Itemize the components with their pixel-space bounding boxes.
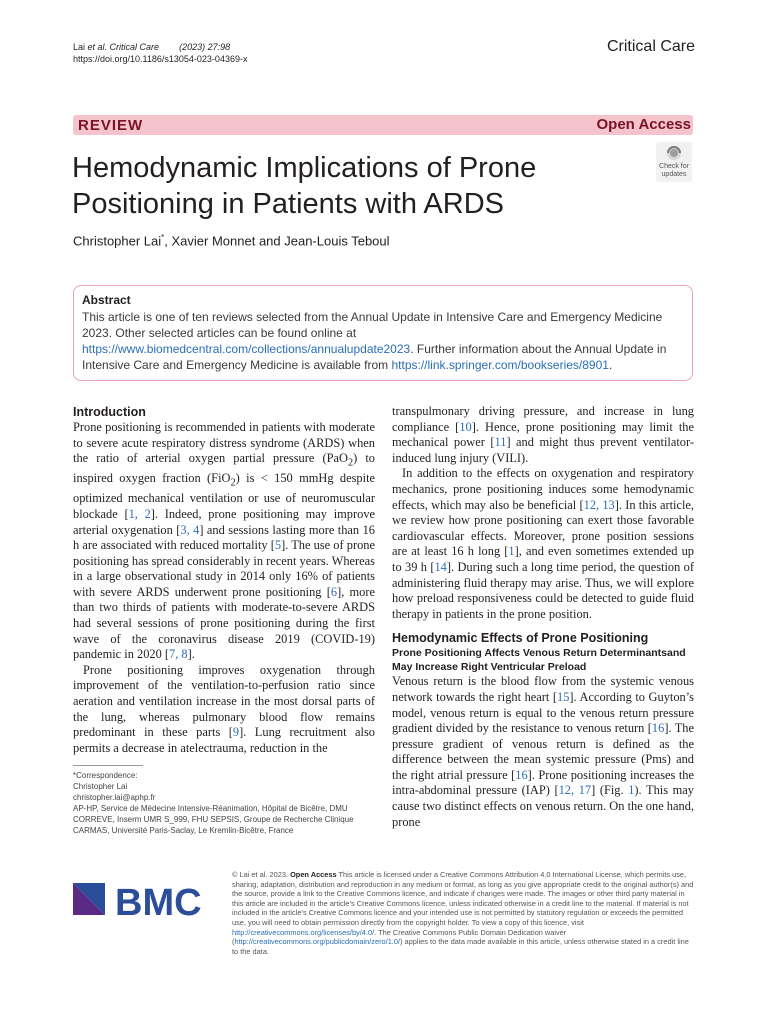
right-paragraph-2: In addition to the effects on oxygenation and respiratory mechanics, prone positioning induces some hemodynamic effects, which may also be beneficial [12, 13]. In this article, we review how prone positioning can exert those favorable cardiovascular effects. Moreover, prone position sessions are at least 16 h long [1], and even sometimes extended up to 39 h [14]. During such a long time period, the question of administering fluid therapy may arise. Thus, we will explore how preload responsiveness could be detected to guide fluid therapy in patients in the prone position. <box>392 466 695 621</box>
license-year: © Lai et al. 2023. <box>232 870 288 879</box>
book-series-link[interactable]: https://link.springer.com/bookseries/8901 <box>391 358 609 372</box>
intro-paragraph-1: Prone positioning is recommended in patients with moderate to severe acute respiratory distress syndrome (ARDS) when the ratio of arterial oxygen partial pressure (PaO$_2$) to inspired oxygen fraction (FiO$_2$) is < 150 mmHg despite optimized mechanical ventilation or use of neuromuscular blockade [1, 2]. Indeed, prone positioning may improve arterial oxygenation [3, 4] and sessions lasting more than 16 h are associated with reduced mortality [5]. The use of prone positioning has spread considerably in recent years. Whereas in a large observational study in 2014 only 16% of patients with severe ARDS underwent prone positioning [6], more than two thirds of patients with moderate-to-severe ARDS had several sessions of prone positioning during the first wave of the coronavirus disease 2019 (COVID-19) pandemic in 2020 [7, 8]. <box>73 420 376 662</box>
abstract-text-2: . Further information about the Annual Update in Intensive Care and Emergency Medicine is available from <box>82 342 667 372</box>
reference-link[interactable]: 7, 8 <box>169 647 188 662</box>
reference-link[interactable]: 6 <box>330 584 338 599</box>
figure-link[interactable]: 1 <box>628 783 635 798</box>
license-text <box>232 870 696 956</box>
citation-year: (2023) 27:98 <box>179 42 231 52</box>
abstract-text-1: This article is one of ten reviews selected from the Annual Update in Intensive Care and Emergency Medicine 2023. Other selected articles can be found online at <box>82 310 663 340</box>
left-column <box>73 404 375 756</box>
reference-link[interactable]: 16 <box>651 721 665 736</box>
article-title: Hemodynamic Implications of Prone Positioning in Patients with ARDS <box>72 152 537 220</box>
correspondence-email[interactable]: christopher.lai@aphp.fr <box>73 793 156 802</box>
introduction-heading: Introduction <box>73 405 146 419</box>
reference-link[interactable]: 1 <box>508 544 515 559</box>
bmc-logo-icon <box>73 875 218 935</box>
correspondence-affiliation: AP-HP, Service de Médecine Intensive-Réanimation, Hôpital de Bicêtre, DMU CORREVE, Inserm UMR S_999, FHU SEPSIS, Groupe de Recherche Clinique CARMAS, Université Paris-Saclay, Le Kremlin-Bicêtre, France <box>73 804 354 835</box>
correspondence-label: *Correspondence: <box>73 771 138 780</box>
reference-link[interactable]: 14 <box>434 559 447 574</box>
doi-link[interactable]: https://doi.org/10.1186/s13054-023-04369-x <box>73 54 248 64</box>
reference-link[interactable]: 5 <box>274 538 282 553</box>
check-for-updates-label[interactable]: Check for updates <box>659 163 689 178</box>
bmc-logo-text: BMC <box>115 882 202 924</box>
article-type-label: REVIEW <box>78 117 144 134</box>
author-list <box>73 233 390 248</box>
reference-link[interactable]: 11 <box>494 435 507 450</box>
footnote-separator <box>73 765 143 766</box>
cc-zero-link[interactable]: http://creativecommons.org/publicdomain/zero/1.0/ <box>234 937 401 947</box>
author-rest: , Xavier Monnet and Jean-Louis Teboul <box>164 233 390 249</box>
reference-link[interactable]: 16 <box>515 767 528 782</box>
reference-link[interactable]: 1, 2 <box>128 506 151 521</box>
citation-header <box>73 41 247 65</box>
right-column <box>392 404 694 830</box>
license-open-access: Open Access <box>290 870 337 879</box>
abstract-heading: Abstract <box>82 293 131 307</box>
reference-link[interactable]: 9 <box>232 725 240 740</box>
cc-by-link[interactable]: http://creativecommons.org/licenses/by/4.0/ <box>232 927 375 937</box>
license-body-2: . The Creative Commons Public Domain Dedication waiver ( <box>232 927 567 947</box>
author-first: Christopher Lai <box>73 233 162 249</box>
abstract-box <box>73 285 693 381</box>
license-body: This article is licensed under a Creative Commons Attribution 4.0 International License, which permits use, sharing, adaptation, distribution and reproduction in any medium or format, as long as you give appropriate credit to the original author(s) and the source, provide a link to the Creative Commons licence, and indicate if changes were made. The images or other third party material in this article are included in the article’s Creative Commons licence, unless indicated otherwise in a credit line to the material. If material is not included in the article’s Creative Commons licence and your intended use is not permitted by statutory regulation or exceeds the permitted use, you will need to obtain permission directly from the copyright holder. To view a copy of this licence, visit <box>232 870 694 927</box>
right-paragraph-3: Venous return is the blood flow from the systemic venous network towards the right heart [15]. According to Guyton’s model, venous return is equal to the venous return pressure gradient divided by the resistance to venous return [16]. The pressure gradient of venous return is defined as the difference between the mean systemic pressure (Pms) and the right atrial pressure [16]. Prone positioning increases the intra-abdominal pressure (IAP) [12, 17] (Fig. 1). This may cause two distinct effects on venous return. On the one hand, prone <box>392 674 695 829</box>
open-access-label: Open Access <box>596 116 691 133</box>
reference-link[interactable]: 3, 4 <box>180 522 200 537</box>
reference-link[interactable]: 12, 17 <box>558 783 592 798</box>
annual-update-collection-link[interactable]: https://www.biomedcentral.com/collections/annualupdate2023 <box>82 342 411 356</box>
reference-link[interactable]: 12, 13 <box>583 497 615 512</box>
subsection-heading: Prone Positioning Affects Venous Return Determinantsand May Increase Right Ventricular Preload <box>392 647 686 674</box>
license-body-3: ) applies to the data made available in this article, unless otherwise stated in a credit line to the data. <box>232 937 689 956</box>
reference-link[interactable]: 10 <box>459 419 472 434</box>
intro-paragraph-2: Prone positioning improves oxygenation through improvement of the ventilation-to-perfusion ratio since aeration and ventilation increase in the most dorsal parts of the lung, whereas pulmonary blood flow remains predominant in these parts [9]. Lung recruitment also permits a decrease in atelectrauma, reduction in the <box>73 662 375 755</box>
correspondence-block <box>73 770 373 836</box>
citation-authors: Lai <box>73 42 86 52</box>
bmc-logo <box>73 875 218 940</box>
abstract-text <box>82 309 684 373</box>
correspondence-name: Christopher Lai <box>73 782 128 791</box>
corresponding-star: * <box>161 233 165 242</box>
journal-name: Critical Care <box>606 38 695 55</box>
reference-link[interactable]: 15 <box>557 689 570 704</box>
abstract-text-3: . <box>608 358 613 372</box>
citation-journal: et al. Critical Care <box>87 42 160 52</box>
right-paragraph-1: transpulmonary driving pressure, and increase in lung compliance [10]. Hence, prone positioning may limit the mechanical power [11] and might thus prevent ventilator-induced lung injury (VILI). <box>392 404 694 465</box>
section-heading: Hemodynamic Effects of Prone Positioning <box>392 631 649 646</box>
